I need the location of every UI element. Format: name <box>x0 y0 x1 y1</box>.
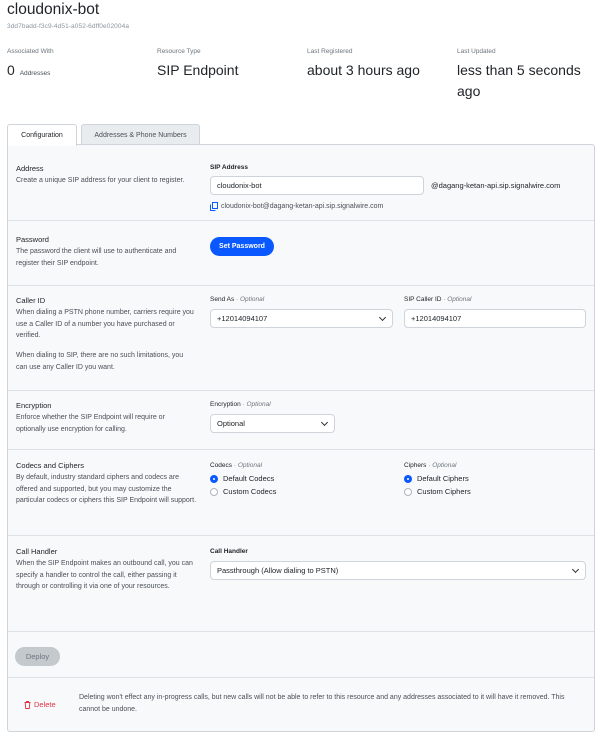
associated-value <box>7 60 54 84</box>
sip-domain-suffix: @dagang-ketan-api.sip.signalwire.com <box>431 181 561 190</box>
radio-label: Custom Codecs <box>223 487 277 496</box>
section-title: Codecs and Ciphers <box>16 461 84 470</box>
encryption-select[interactable] <box>210 414 335 433</box>
section-description: When dialing a PSTN phone number, carriers require you use a Caller ID of a number you have purchased or verified. <box>16 309 194 339</box>
meta-associated <box>7 48 54 84</box>
updated-value: less than 5 seconds ago <box>457 62 581 99</box>
sip-address-input[interactable]: cloudonix-bot <box>210 176 424 195</box>
meta-updated <box>457 48 597 102</box>
encryption-label-text: Encryption <box>210 401 241 408</box>
registered-value: about 3 hours ago <box>307 62 420 78</box>
send-as-value: +12014094107 <box>217 314 268 323</box>
tab-configuration[interactable]: Configuration <box>7 124 77 146</box>
send-as-label <box>210 296 264 303</box>
radio-dot <box>210 475 218 483</box>
deploy-button[interactable]: Deploy <box>15 647 60 666</box>
radio-custom-ciphers[interactable] <box>404 487 471 496</box>
sip-caller-id-input[interactable]: +12014094107 <box>404 309 586 328</box>
section-call-handler <box>8 536 594 632</box>
optional-tag: · Optional <box>233 462 263 469</box>
sip-address-label: SIP Address <box>210 164 248 171</box>
section-title: Password <box>16 235 49 244</box>
registered-label: Last Registered <box>307 48 353 55</box>
delete-label: Delete <box>34 700 56 709</box>
encryption-label <box>210 401 271 408</box>
radio-label: Default Codecs <box>223 474 275 483</box>
codecs-label-text: Codecs <box>210 462 233 469</box>
radio-default-codecs[interactable] <box>210 474 274 483</box>
section-description: Create a unique SIP address for your client to register. <box>16 177 185 184</box>
section-description-sip: When dialing to SIP, there are no such limitations, you can use any Caller ID you want. <box>16 352 184 371</box>
section-description: The password the client will use to authenticate and register their SIP endpoint. <box>16 248 177 267</box>
radio-label: Default Ciphers <box>417 474 469 483</box>
radio-default-ciphers[interactable] <box>404 474 469 483</box>
page-title: cloudonix-bot <box>7 1 100 18</box>
chevron-down-icon <box>379 314 386 321</box>
associated-count: 0 <box>7 62 15 78</box>
radio-dot <box>210 488 218 496</box>
ciphers-label-text: Ciphers <box>404 462 427 469</box>
type-value: SIP Endpoint <box>157 62 239 78</box>
section-password <box>8 221 594 286</box>
ciphers-label <box>404 462 456 469</box>
radio-custom-codecs[interactable] <box>210 487 276 496</box>
delete-row <box>8 677 594 731</box>
call-handler-select[interactable] <box>210 561 586 580</box>
copy-sip-address[interactable] <box>210 202 383 211</box>
section-description: Enforce whether the SIP Endpoint will require or optionally use encryption for calling. <box>16 414 165 433</box>
section-address <box>8 145 594 221</box>
chevron-down-icon <box>321 419 328 426</box>
optional-tag: · Optional <box>236 296 265 303</box>
radio-label: Custom Ciphers <box>417 487 471 496</box>
chevron-down-icon <box>572 566 579 573</box>
meta-type <box>157 48 238 81</box>
section-encryption <box>8 391 594 450</box>
section-codecs-ciphers <box>8 450 594 536</box>
call-handler-label: Call Handler <box>210 548 248 555</box>
radio-dot <box>404 488 412 496</box>
full-sip-address: cloudonix-bot@dagang-ketan-api.sip.signalwire.com <box>221 203 384 210</box>
optional-tag: · Optional <box>428 462 457 469</box>
updated-label: Last Updated <box>457 48 496 55</box>
section-description: When the SIP Endpoint makes an outbound call, you can specify a handler to control the call, either passing it through or controlling it via one of your resources. <box>16 560 193 590</box>
trash-icon <box>24 701 31 709</box>
configuration-panel <box>7 144 595 732</box>
section-title: Address <box>16 164 44 173</box>
meta-registered <box>307 48 420 81</box>
associated-unit: Addresses <box>19 70 51 77</box>
type-label: Resource Type <box>157 48 201 55</box>
encryption-value: Optional <box>217 419 245 428</box>
optional-tag: · Optional <box>242 401 271 408</box>
section-title: Caller ID <box>16 296 46 305</box>
send-as-select[interactable] <box>210 309 393 328</box>
optional-tag: · Optional <box>443 296 472 303</box>
radio-dot <box>404 475 412 483</box>
section-description: By default, industry standard ciphers and codecs are offered and supported, but you may customize the particular codecs or ciphers this SIP Endpoint will support. <box>16 474 197 504</box>
tab-addresses-phone-numbers[interactable]: Addresses & Phone Numbers <box>81 124 200 145</box>
delete-button[interactable] <box>24 700 56 709</box>
delete-warning: Deleting won't effect any in-progress calls, but new calls will not be able to refer to this resource and any addresses associated to it will have it removed. This cannot be undone. <box>79 694 565 713</box>
section-caller-id <box>8 286 594 391</box>
sip-caller-id-label <box>404 296 471 303</box>
codecs-label <box>210 462 262 469</box>
call-handler-value: Passthrough (Allow dialing to PSTN) <box>217 566 339 575</box>
section-title: Call Handler <box>16 547 58 556</box>
copy-icon <box>210 202 218 211</box>
resource-uuid: 3dd7badd-f3c9-4d51-a052-6dff0e02004a <box>7 23 130 30</box>
section-title: Encryption <box>16 401 52 410</box>
associated-label: Associated With <box>7 48 54 55</box>
set-password-button[interactable]: Set Password <box>210 237 274 256</box>
sip-caller-id-label-text: SIP Caller ID <box>404 296 442 303</box>
send-as-label-text: Send As <box>210 296 235 303</box>
